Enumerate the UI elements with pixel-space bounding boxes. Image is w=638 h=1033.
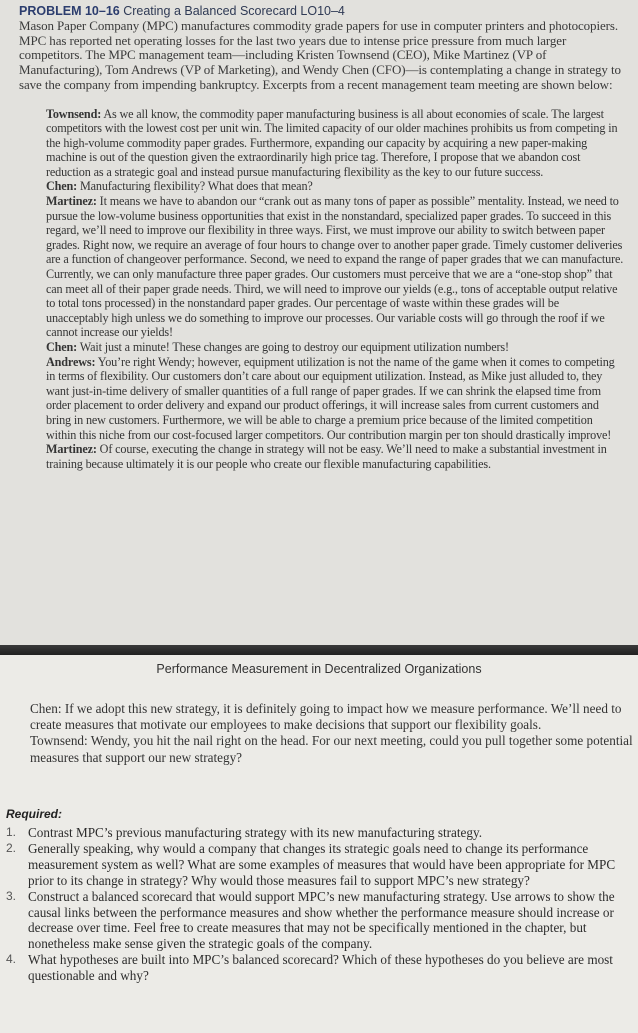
dialogue-line	[46, 107, 624, 180]
required-text: Generally speaking, why would a company that changes its strategic goals need to change its performance measurement system as well? What are some examples of measures that would have been appropriate for MPC prior to its change in strategy? Why would those measures fail to support MPC’s new strategy?	[28, 840, 616, 888]
speech-text: It means we have to abandon our “crank out as many tons of paper as possible” mentality. Instead, we need to pursue the low-volume business opportunities that exist in the nonstandard, specialized paper grades. To succeed in this regard, we’ll need to improve our flexibility in three ways. First, we must improve our ability to switch between paper grades. Right now, we require an average of four hours to change over to another paper grade. Timely customer deliveries are a function of changeover performance. Second, we need to expand the range of paper grades that we can manufacture. Currently, we can only manufacture three paper grades. Our customers must perceive that we are a “one-stop shop” that can meet all of their paper grade needs. Third, we will need to improve our yields (e.g., tons of acceptable output relative to total tons processed) in the nonstandard paper grades. Our percentage of waste within these grades will be unacceptably high unless we do something to improve our processes. Our variable costs will go through the roof if we cannot increase our yields!	[46, 194, 624, 340]
required-number: 2.	[6, 840, 17, 855]
required-item	[6, 889, 632, 953]
speech-text: Wendy, you hit the nail right on the head. For our next meeting, could you pull together some potential measures that support our new strategy?	[30, 733, 633, 765]
meeting-excerpt-continued	[30, 701, 634, 766]
photo-divider	[0, 645, 638, 655]
dialogue-line	[46, 179, 624, 194]
speech-text: Of course, executing the change in strategy will not be easy. We’ll need to make a substantial investment in training because ultimately it is our people who create our flexible manufacturing capabilities.	[46, 442, 607, 471]
speaker-name: Andrews:	[46, 354, 96, 369]
speaker-name: Martinez:	[46, 194, 97, 209]
required-list	[6, 825, 632, 984]
required-item	[6, 952, 632, 984]
speaker-name: Chen:	[46, 179, 78, 194]
problem-number: PROBLEM 10–16	[19, 4, 120, 18]
required-number: 4.	[6, 952, 17, 967]
speech-text: Wait just a minute! These changes are going to destroy our equipment utilization numbers!	[77, 340, 509, 355]
required-text: Contrast MPC’s previous manufacturing strategy with its new manufacturing strategy.	[28, 825, 483, 840]
speaker-name: Martinez:	[46, 442, 97, 457]
dialogue-line	[30, 733, 634, 765]
problem-title: Creating a Balanced Scorecard LO10–4	[123, 4, 345, 18]
dialogue-line	[30, 701, 634, 733]
speech-text: If we adopt this new strategy, it is definitely going to impact how we measure performance. We’ll need to create measures that motivate our employees to make decisions that support our flexibility goals.	[30, 701, 622, 733]
dialogue-line	[46, 442, 624, 471]
speaker-name: Chen:	[30, 701, 62, 716]
required-item	[6, 841, 632, 889]
required-text: Construct a balanced scorecard that would support MPC’s new manufacturing strategy. Use arrows to show the causal links between the performance measures and show whether the performance measure should increase or decrease over time. Feel free to create measures that may not be specifically mentioned in the chapter, but nonetheless make sense given the strategic goals of the company.	[28, 888, 615, 952]
dialogue-line	[46, 194, 624, 340]
bottom-page-section	[0, 655, 638, 1033]
speaker-name: Townsend:	[46, 106, 102, 121]
problem-header	[19, 4, 624, 19]
speech-text: As we all know, the commodity paper manufacturing business is all about economies of scale. The largest competitors with the lowest cost per unit win. The limited capacity of our older machines prohibits us from competing in the high-volume commodity paper grades. Furthermore, expanding our capacity by acquiring a new paper-making machine is out of the question given the extraordinarily high price tag. Therefore, I propose that we abandon cost reduction as a strategic goal and instead pursue manufacturing flexibility as the key to our future success.	[46, 106, 618, 179]
required-number: 3.	[6, 888, 17, 903]
speech-text: Manufacturing flexibility? What does that mean?	[77, 179, 313, 194]
dialogue-line	[46, 340, 624, 355]
dialogue-line	[46, 355, 624, 443]
required-heading: Required:	[6, 807, 63, 821]
speech-text: You’re right Wendy; however, equipment utilization is not the name of the game when it comes to competing in terms of flexibility. Our customers don’t care about our equipment utilization. Instead, as Mike just alluded to, they want just-in-time delivery of smaller quantities of a full range of paper grades. If we can shrink the elapsed time from order placement to order delivery and expand our product offerings, it will increase sales from current customers and bring in new customers. Furthermore, we will be able to charge a premium price because of the limited competition within this niche from our cost-focused larger competitors. Our contribution margin per ton should drastically improve!	[46, 354, 615, 442]
required-number: 1.	[6, 825, 17, 839]
speaker-name: Chen:	[46, 340, 78, 355]
problem-intro: Mason Paper Company (MPC) manufactures commodity grade papers for use in computer printers and photocopiers. MPC has reported net operating losses for the last two years due to intense price pressure from much larger competitors. The MPC management team—including Kristen Townsend (CEO), Mike Martinez (VP of Manufacturing), Tom Andrews (VP of Marketing), and Wendy Chen (CFO)—is contemplating a change in strategy to save the company from impending bankruptcy. Excerpts from a recent management team meeting are shown below:	[19, 18, 621, 92]
speaker-name: Townsend:	[30, 733, 88, 749]
meeting-excerpt	[46, 107, 624, 472]
required-item	[6, 825, 632, 841]
required-text: What hypotheses are built into MPC’s balanced scorecard? Which of these hypotheses do you believe are most questionable and why?	[28, 952, 613, 984]
running-head: Performance Measurement in Decentralized Organizations	[156, 662, 482, 676]
